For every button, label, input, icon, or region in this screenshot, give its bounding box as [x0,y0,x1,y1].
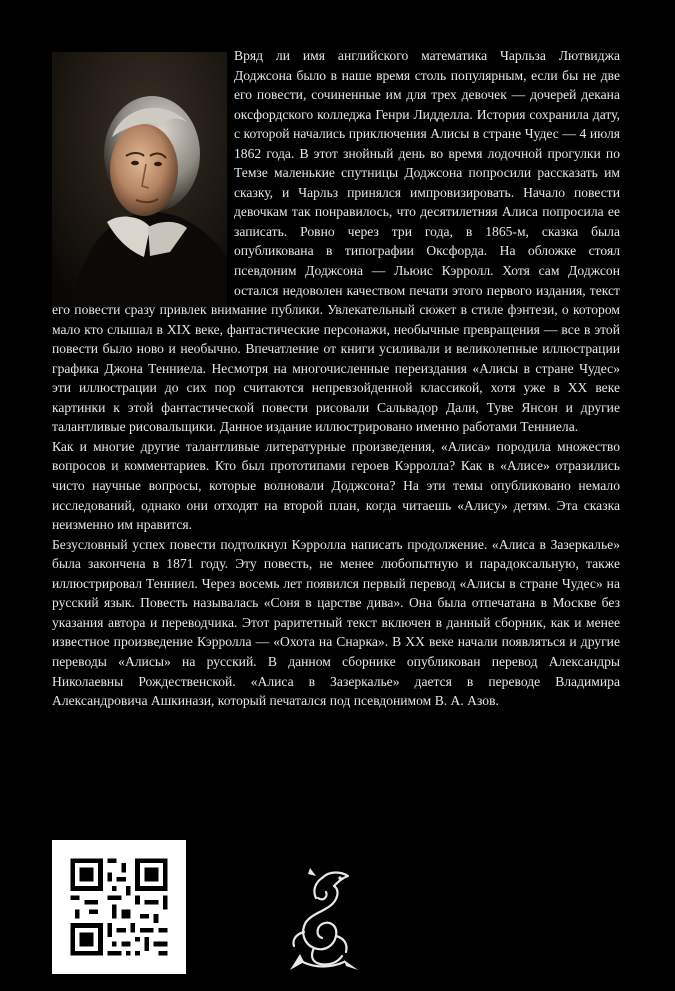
paragraph: Безусловный успех повести подтолкнул Кэрролла написать продолжение. «Алиса в Зазеркалье» была закончена в 1871 году. Эту повесть, не менее любопытную и парадоксальную, также иллюстрировал Тенниел. Через восемь лет появился первый перевод «Алисы в стране Чудес» на русский язык. Повесть называлась «Соня в царстве дива». Она была отпечатана в Москве без указания автора и переводчика. Этот раритетный текст включен в данный сборник, как и менее известное произведение Кэрролла — «Охота на Снарка». В XX веке начали появляться и другие переводы «Алисы» на русский. В данном сборнике опубликован перевод Александры Николаевны Рождественской. «Алиса в Зазеркалье» дается в переводе Владимира Александровича Ашкинази, который печатался под псевдонимом В. А. Азов. [52,536,620,709]
paragraph: Вряд ли имя английского математика Чарльза Лютвиджа Доджсона было в наше время столь популярным, если бы не две его повести, сочиненные им для трех девочек — дочерей декана оксфордского колледжа Генри Лидделла. История сохранила дату, с которой начались приключения Алисы в стране Чудес — 4 июля 1862 года. В этот знойный день во время лодочной прогулки по Темзе маленькие спутницы Доджсона попросили рассказать им сказку, и Чарльз принялся импровизировать. Начало повести девочкам так понравилось, что десятилетняя Алиса попросила ее записать. Ровно через три года, в 1865-м, сказка была опубликована в типографии Оксфорда. На обложке стоял псевдоним Доджсона — Льюис Кэрролл. Хотя сам Доджсон остался недоволен качеством печати этого первого издания, текст его повести сразу привлек внимание публики. Увлекательный сюжет в стиле фэнтези, о котором мало кто слышал в XIX веке, фантастические персонажи, необычные превращения — все в этой повести было ново и необычно. Впечатление от книги усиливали и великолепные иллюстрации графика Джона Тенниела. Несмотря на многочисленные переиздания «Алисы в стране Чудес» эти иллюстрации до сих пор считаются непревзойденной классикой, хотя уже в XX веке картинки к этой фантастической повести рисовали Сальвадор Дали, Туве Янсон и другие талантливые рисовальщики. Данное издание иллюстрировано именно работами Тенниела. [52,48,620,435]
portrait-spacer [52,46,234,298]
description-text [52,46,620,711]
qr-code-pattern [52,840,186,974]
dragon-logo-drawing [282,862,362,974]
paragraph: Как и многие другие талантливые литературные произведения, «Алиса» породила множество вопросов и комментариев. Кто был прототипами героев Кэрролла? Как в «Алисе» отразились чисто научные вопросы, которые волновали Доджсона? На эти темы опубликовано немало исследований, однако они отходят на второй план, когда читаешь «Алису» детям. Эта сказка неизменно им нравится. [52,438,620,533]
publisher-dragon-logo-icon [282,862,362,974]
qr-code-icon [52,840,186,974]
